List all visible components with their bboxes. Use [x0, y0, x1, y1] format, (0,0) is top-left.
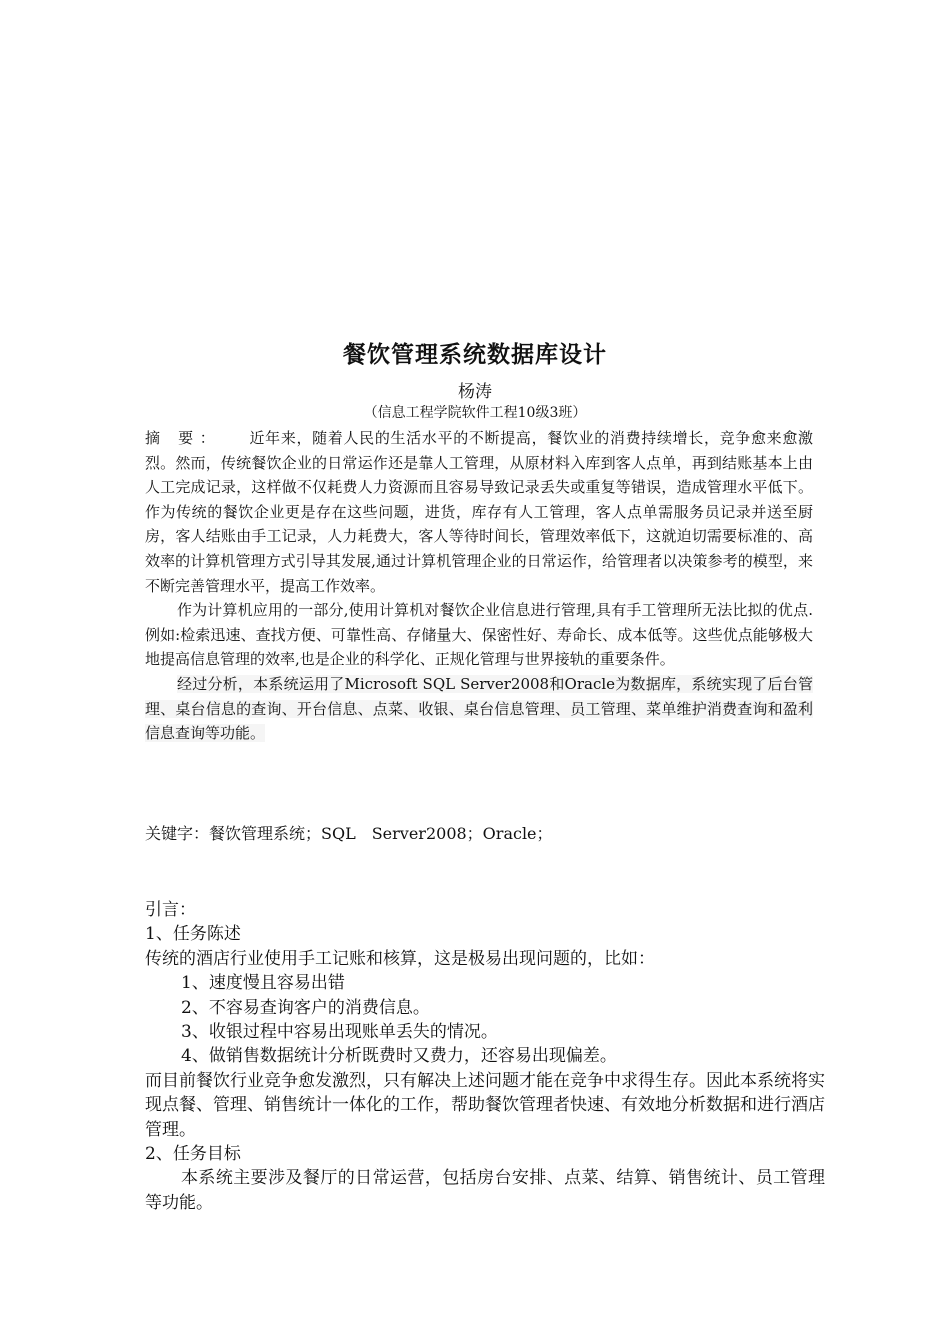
abstract-text-3: 经过分析，本系统运用了Microsoft SQL Server2008和Oracle为数据库，系统实现了后台管理、桌台信息的查询、开台信息、点菜、收银、桌台信息管理、员工管理、菜单维护消费查询和盈利信息查询等功能。: [145, 674, 813, 743]
section-heading: 1、任务陈述: [145, 924, 241, 945]
section-lead: 传统的酒店行业使用手工记账和核算，这是极易出现问题的，比如：: [145, 948, 655, 969]
keywords-line: [145, 822, 553, 846]
abstract-paragraph: [145, 426, 813, 598]
keywords-text: 餐饮管理系统；SQL Server2008；Oracle；: [209, 824, 553, 843]
abstract-label: 摘 要：: [145, 429, 222, 447]
list-item: 1、速度慢且容易出错: [181, 973, 345, 994]
author-affiliation: （信息工程学院软件工程10级3班）: [363, 405, 587, 421]
keywords-label: 关键字：: [145, 824, 210, 843]
abstract-paragraph: 作为计算机应用的一部分,使用计算机对餐饮企业信息进行管理,具有手工管理所无法比拟的优点.例如:检索迅速、查找方便、可靠性高、存储量大、保密性好、寿命长、成本低等。这些优点能够极大地提高信息管理的效率,也是企业的科学化、正规化管理与世界接轨的重要条件。: [145, 601, 813, 669]
abstract-section: [145, 426, 813, 746]
abstract-text-1: 近年来，随着人民的生活水平的不断提高，餐饮业的消费持续增长，竞争愈来愈激烈。然而，传统餐饮企业的日常运作还是靠人工管理，从原材料入库到客人点单，再到结账基本上由人工完成记录，这样做不仅耗费人力资源而且容易导致记录丢失或重复等错误，造成管理水平低下。作为传统的餐饮企业更是存在这些问题，进货，库存有人工管理，客人点单需服务员记录并送至厨房，客人结账由手工记录，人力耗费大，客人等待时间长，管理效率低下，这就迫切需要标准的、高效率的计算机管理方式引导其发展,通过计算机管理企业的日常运作，给管理者以决策参考的模型，来不断完善管理水平，提高工作效率。: [145, 429, 813, 595]
abstract-paragraph: [145, 672, 813, 746]
section-conclusion: 而目前餐饮行业竞争愈发激烈，只有解决上述问题才能在竞争中求得生存。因此本系统将实现点餐、管理、销售统计一体化的工作，帮助餐饮管理者快速、有效地分析数据和进行酒店管理。: [145, 1070, 825, 1140]
list-item: 4、做销售数据统计分析既费时又费力，还容易出现偏差。: [181, 1046, 617, 1067]
introduction-section: [145, 898, 825, 1215]
author-name: 杨涛: [458, 382, 492, 402]
document-title: 餐饮管理系统数据库设计: [343, 342, 607, 368]
section-text: 本系统主要涉及餐厅的日常运营，包括房台安排、点菜、结算、销售统计、员工管理等功能。: [145, 1168, 825, 1213]
intro-heading: 引言：: [145, 900, 196, 920]
list-item: 3、收银过程中容易出现账单丢失的情况。: [181, 1022, 498, 1043]
section-heading: 2、任务目标: [145, 1144, 241, 1165]
list-item: 2、不容易查询客户的消费信息。: [181, 997, 430, 1018]
